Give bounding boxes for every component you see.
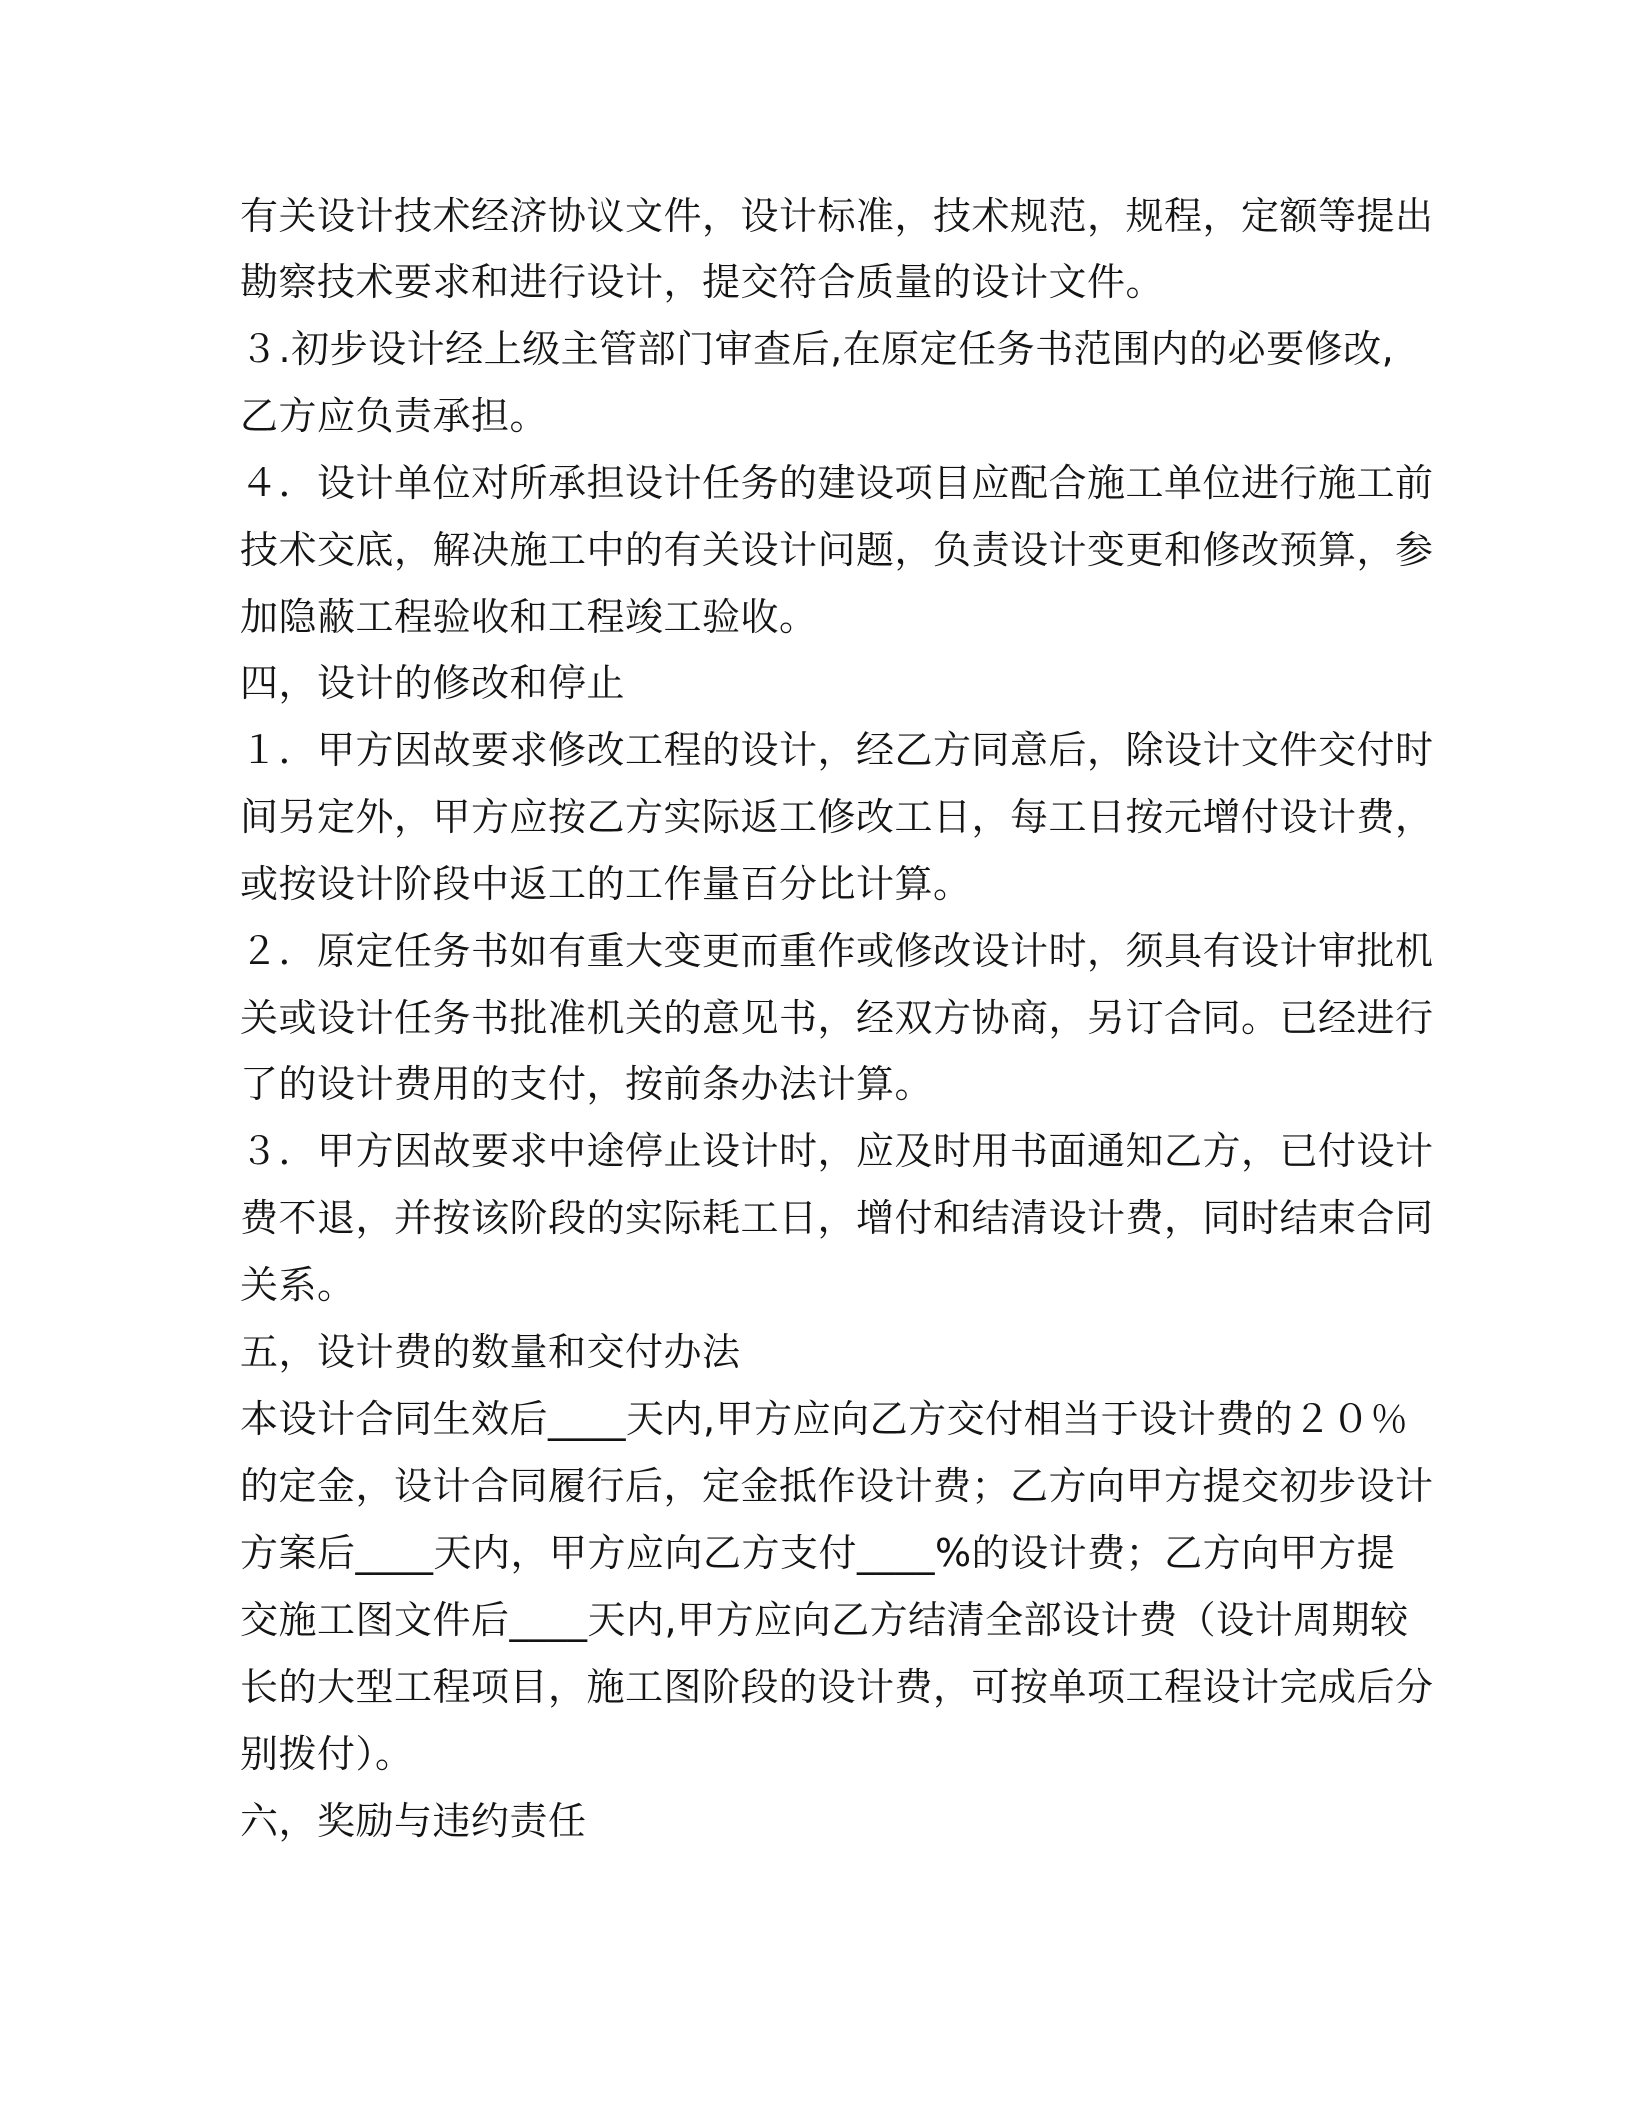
- paragraph-line: 加隐蔽工程验收和工程竣工验收。: [240, 595, 818, 639]
- clause-4-line: ４．设计单位对所承担设计任务的建设项目应配合施工单位进行施工前: [240, 461, 1434, 505]
- section-heading-4: 四，设计的修改和停止: [240, 661, 626, 705]
- paragraph-line: 技术交底，解决施工中的有关设计问题，负责设计变更和修改预算，参: [240, 528, 1434, 572]
- paragraph-line: 费不退，并按该阶段的实际耗工日，增付和结清设计费，同时结束合同: [240, 1196, 1434, 1240]
- clause-1-line: １．甲方因故要求修改工程的设计，经乙方同意后，除设计文件交付时: [240, 728, 1434, 772]
- paragraph-line: 或按设计阶段中返工的工作量百分比计算。: [240, 862, 972, 906]
- paragraph-line: 的定金，设计合同履行后，定金抵作设计费；乙方向甲方提交初步设计: [240, 1464, 1434, 1508]
- section-heading-6: 六，奖励与违约责任: [240, 1799, 587, 1843]
- paragraph-line: 关或设计任务书批准机关的意见书，经双方协商，另订合同。已经进行: [240, 996, 1434, 1040]
- clause-3-line: ３.初步设计经上级主管部门审查后,在原定任务书范围内的必要修改,: [240, 327, 1395, 371]
- paragraph-line: 长的大型工程项目，施工图阶段的设计费，可按单项工程设计完成后分: [240, 1665, 1434, 1709]
- paragraph-line: 关系。: [240, 1263, 356, 1307]
- paragraph-line: 方案后____天内，甲方应向乙方支付____%的设计费；乙方向甲方提: [240, 1531, 1396, 1575]
- paragraph-line: 乙方应负责承担。: [240, 394, 549, 438]
- paragraph-line: 有关设计技术经济协议文件，设计标准，技术规范，规程，定额等提出: [240, 194, 1434, 238]
- paragraph-line: 间另定外，甲方应按乙方实际返工修改工日，每工日按元增付设计费，: [240, 795, 1434, 839]
- section-heading-5: 五，设计费的数量和交付办法: [240, 1330, 741, 1374]
- paragraph-line: 勘察技术要求和进行设计，提交符合质量的设计文件。: [240, 260, 1165, 304]
- clause-2-line: ２．原定任务书如有重大变更而重作或修改设计时，须具有设计审批机: [240, 929, 1434, 973]
- paragraph-line: 了的设计费用的支付，按前条办法计算。: [240, 1062, 934, 1106]
- clause-3-line: ３．甲方因故要求中途停止设计时，应及时用书面通知乙方，已付设计: [240, 1129, 1434, 1173]
- paragraph-line: 交施工图文件后____天内,甲方应向乙方结清全部设计费（设计周期较: [240, 1598, 1409, 1642]
- payment-line: 本设计合同生效后____天内,甲方应向乙方交付相当于设计费的２０％: [240, 1397, 1409, 1441]
- paragraph-line: 别拨付）。: [240, 1732, 414, 1776]
